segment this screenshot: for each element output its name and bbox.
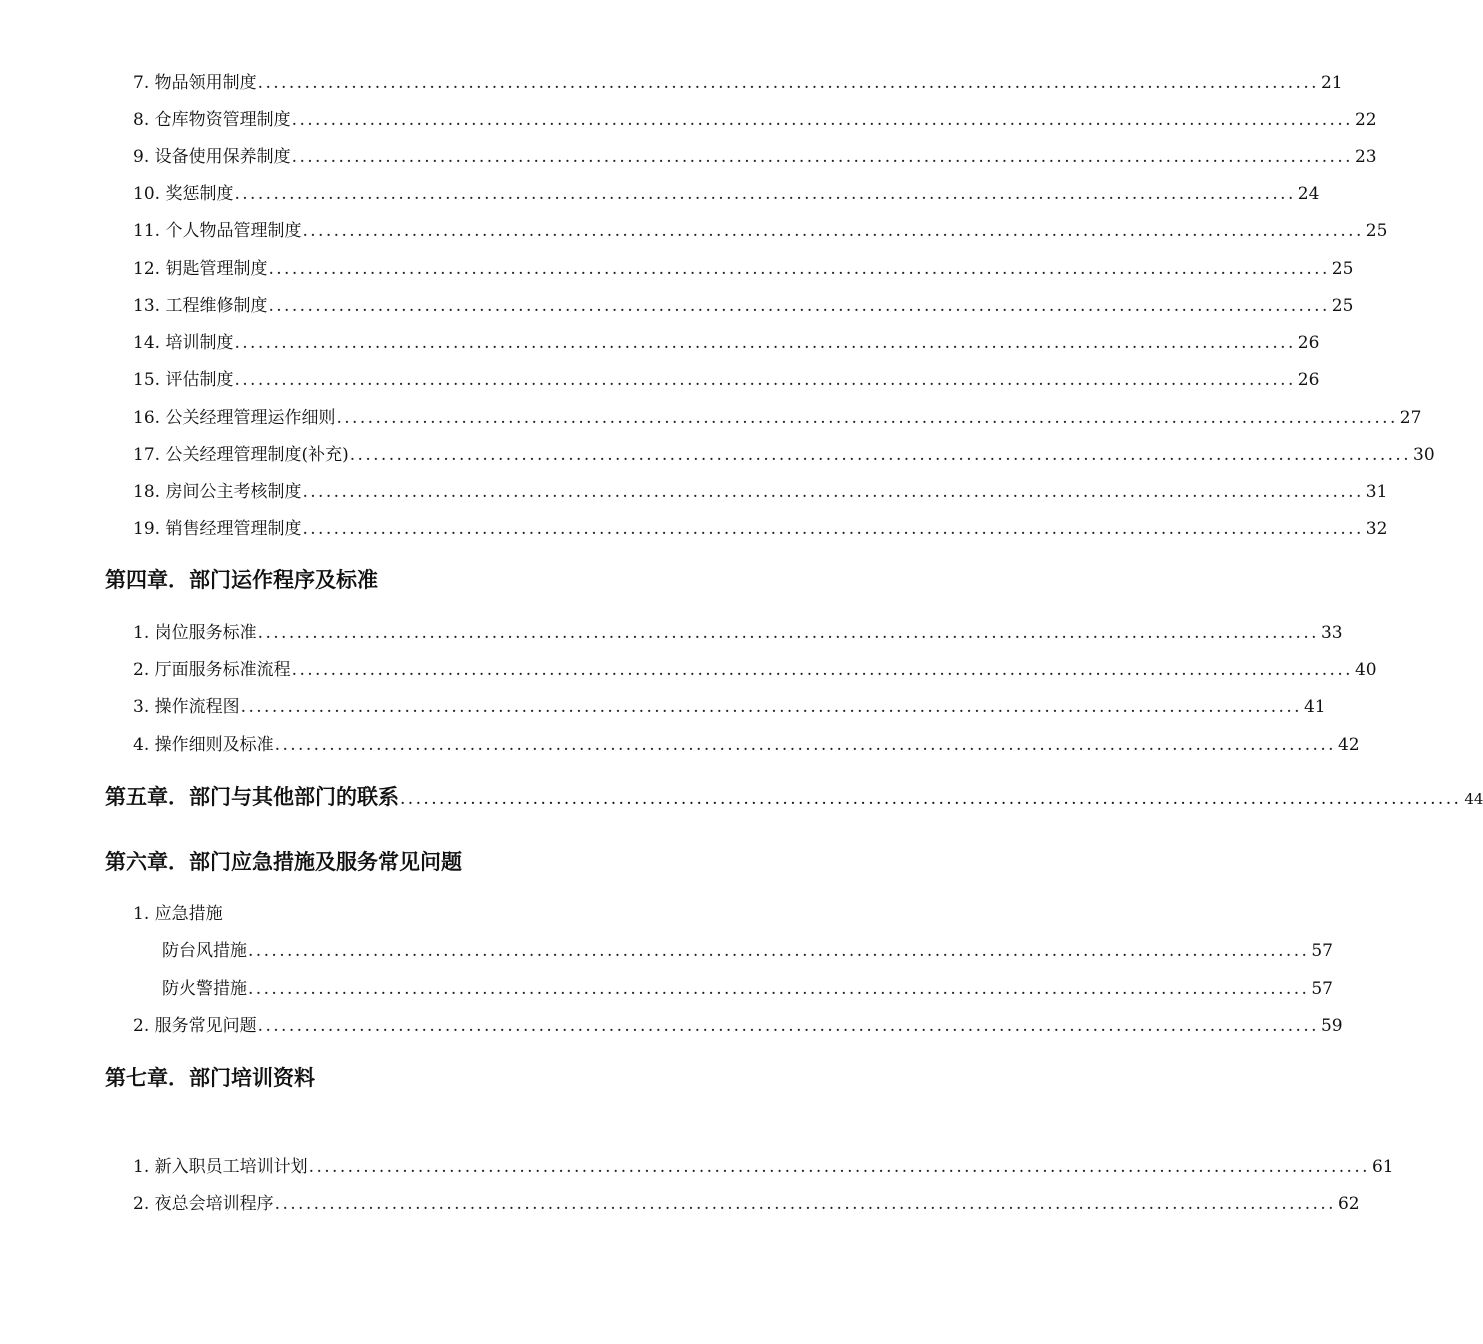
page-number: 25 [1365, 221, 1388, 241]
page-number: 25 [1331, 296, 1354, 316]
toc-entry[interactable] [133, 183, 1320, 205]
dot-leader: ........................................................................................................................................ [257, 1016, 1319, 1036]
toc-entry[interactable] [133, 481, 1388, 503]
entry-number: 1. [133, 623, 150, 643]
dot-leader: ........................................................................................................................................ [302, 482, 1364, 502]
entry-title: 厅面服务标准流程 [154, 660, 291, 680]
page-number: 27 [1399, 408, 1422, 428]
toc-entry[interactable] [133, 407, 1422, 429]
entry-number: 14. [133, 333, 161, 353]
entry-number: 9. [133, 147, 150, 167]
chapter-5-heading: 第五章．部门与其他部门的联系 [105, 784, 399, 809]
page-number: 24 [1297, 184, 1320, 204]
dot-leader: ........................................................................................................................................ [234, 184, 1296, 204]
dot-leader: ........................................................................................................................................ [302, 221, 1364, 241]
page-number: 61 [1371, 1157, 1394, 1177]
toc-entry[interactable] [133, 518, 1388, 540]
entry-title: 夜总会培训程序 [154, 1194, 274, 1214]
chapter-7-heading[interactable]: 第七章．部门培训资料 [105, 1065, 315, 1090]
entry-number: 19. [133, 519, 161, 539]
entry-title: 钥匙管理制度 [165, 259, 268, 279]
toc-entry[interactable] [133, 659, 1377, 681]
toc-entry[interactable] [133, 109, 1377, 131]
dot-leader: ........................................................................................................................................ [302, 519, 1364, 539]
page-number: 42 [1337, 735, 1360, 755]
toc-sub-entry[interactable] [162, 978, 1333, 1000]
chapter-6-heading[interactable]: 第六章．部门应急措施及服务常见问题 [105, 849, 462, 874]
entry-number: 2. [133, 660, 150, 680]
entry-number: 17. [133, 445, 161, 465]
entry-number: 13. [133, 296, 161, 316]
toc-entry[interactable] [133, 220, 1388, 242]
dot-leader: ........................................................................................................................................ [274, 1194, 1336, 1214]
toc-sub-entry[interactable] [162, 940, 1333, 962]
entry-number: 2. [133, 1194, 150, 1214]
entry-title: 培训制度 [165, 333, 234, 353]
entry-number: 10. [133, 184, 161, 204]
entry-title: 仓库物资管理制度 [154, 110, 291, 130]
entry-title: 工程维修制度 [165, 296, 268, 316]
entry-title: 个人物品管理制度 [165, 221, 302, 241]
entry-title: 公关经理管理制度(补充) [165, 445, 349, 465]
dot-leader: ........................................................................................................................................ [291, 660, 1353, 680]
page-number: 21 [1320, 73, 1343, 93]
toc-entry[interactable] [133, 332, 1320, 354]
chapter-4-heading[interactable]: 第四章．部门运作程序及标准 [105, 567, 378, 592]
entry-title: 防火警措施 [162, 979, 247, 999]
entry-title: 新入职员工培训计划 [154, 1157, 308, 1177]
toc-entry[interactable] [133, 444, 1435, 466]
entry-number: 4. [133, 735, 150, 755]
entry-number: 2. [133, 1016, 150, 1036]
page-number: 41 [1303, 697, 1326, 717]
dot-leader: ........................................................................................................................................ [234, 370, 1296, 390]
page-number: 44 [1464, 790, 1483, 808]
page-number: 26 [1297, 370, 1320, 390]
entry-title: 销售经理管理制度 [165, 519, 302, 539]
page-number: 62 [1337, 1194, 1360, 1214]
toc-entry[interactable] [133, 622, 1343, 644]
toc-entry[interactable] [133, 696, 1326, 718]
toc-entry[interactable] [133, 1156, 1394, 1178]
entry-title: 操作流程图 [154, 697, 240, 717]
dot-leader: ........................................................................................................................................ [400, 789, 1462, 809]
page-number: 30 [1413, 445, 1435, 465]
toc-entry[interactable] [133, 1015, 1343, 1037]
entry-title: 应急措施 [154, 904, 223, 924]
entry-title: 奖惩制度 [165, 184, 234, 204]
page-number: 59 [1320, 1016, 1343, 1036]
dot-leader: ........................................................................................................................................ [274, 735, 1336, 755]
entry-number: 18. [133, 482, 161, 502]
toc-entry[interactable] [133, 1193, 1360, 1215]
toc-entry[interactable] [133, 72, 1343, 94]
page-number: 23 [1354, 147, 1377, 167]
entry-number: 16. [133, 408, 161, 428]
page-number: 31 [1365, 482, 1388, 502]
dot-leader: ........................................................................................................................................ [308, 1157, 1370, 1177]
page-number: 22 [1354, 110, 1377, 130]
page-number: 57 [1311, 979, 1333, 999]
dot-leader: ........................................................................................................................................ [248, 979, 1310, 999]
entry-number: 1. [133, 904, 150, 924]
entry-title: 服务常见问题 [154, 1016, 257, 1036]
toc-entry[interactable] [133, 258, 1354, 280]
dot-leader: ........................................................................................................................................ [268, 296, 1330, 316]
entry-title: 操作细则及标准 [154, 735, 274, 755]
dot-leader: ........................................................................................................................................ [336, 408, 1398, 428]
dot-leader: ........................................................................................................................................ [234, 333, 1296, 353]
entry-title: 物品领用制度 [154, 73, 257, 93]
toc-entry[interactable] [133, 295, 1354, 317]
entry-number: 3. [133, 697, 150, 717]
entry-title: 岗位服务标准 [154, 623, 257, 643]
chapter-5-entry[interactable] [105, 783, 1483, 813]
dot-leader: ........................................................................................................................................ [248, 941, 1310, 961]
entry-number: 7. [133, 73, 150, 93]
page-number: 57 [1311, 941, 1333, 961]
dot-leader: ........................................................................................................................................ [257, 73, 1319, 93]
entry-number: 1. [133, 1157, 150, 1177]
toc-entry-group-label [133, 903, 223, 925]
dot-leader: ........................................................................................................................................ [291, 147, 1353, 167]
toc-entry[interactable] [133, 146, 1377, 168]
entry-number: 8. [133, 110, 150, 130]
entry-number: 11. [133, 221, 161, 241]
page-number: 40 [1354, 660, 1377, 680]
entry-title: 防台风措施 [162, 941, 247, 961]
dot-leader: ........................................................................................................................................ [349, 445, 1412, 465]
page-number: 26 [1297, 333, 1320, 353]
entry-number: 12. [133, 259, 161, 279]
entry-title: 评估制度 [165, 370, 234, 390]
dot-leader: ........................................................................................................................................ [268, 259, 1330, 279]
page-number: 32 [1365, 519, 1388, 539]
entry-title: 设备使用保养制度 [154, 147, 291, 167]
dot-leader: ........................................................................................................................................ [257, 623, 1319, 643]
toc-entry[interactable] [133, 369, 1320, 391]
entry-number: 15. [133, 370, 161, 390]
entry-title: 公关经理管理运作细则 [165, 408, 336, 428]
entry-title: 房间公主考核制度 [165, 482, 302, 502]
page-number: 33 [1320, 623, 1343, 643]
dot-leader: ........................................................................................................................................ [240, 697, 1302, 717]
dot-leader: ........................................................................................................................................ [291, 110, 1353, 130]
toc-entry[interactable] [133, 734, 1360, 756]
page-number: 25 [1331, 259, 1354, 279]
